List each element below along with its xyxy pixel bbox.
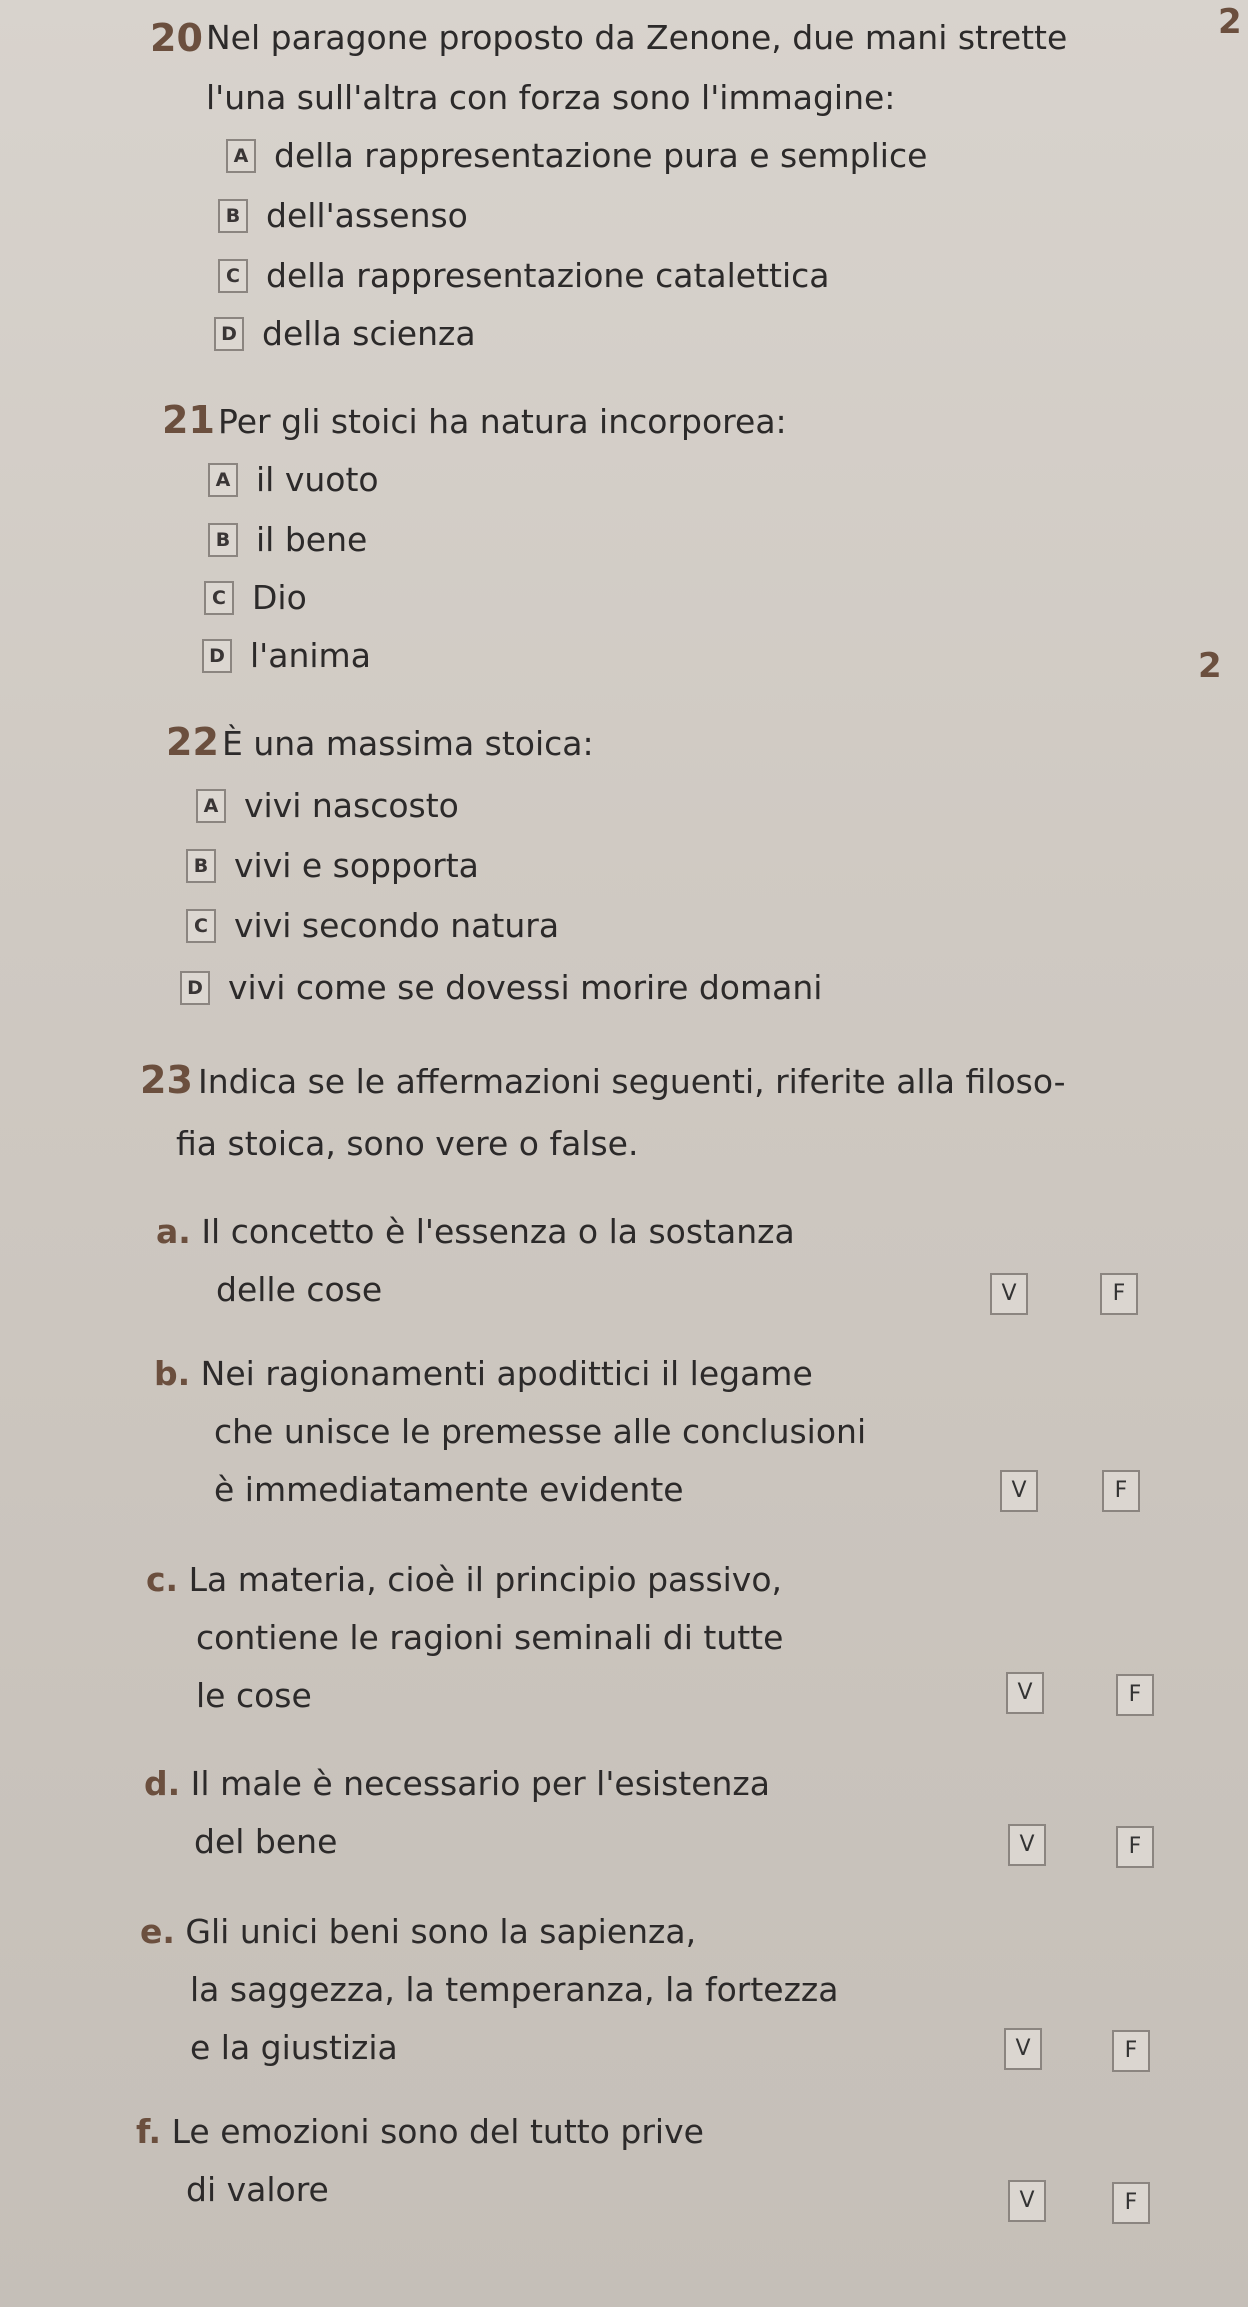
option-letter: C [204,581,234,615]
true-checkbox[interactable]: V [1008,2180,1046,2222]
question-text: È una massima stoica: [222,724,594,763]
item-line [156,1212,795,1270]
item-line: contiene le ragioni seminali di tutte [196,1618,784,1657]
true-checkbox[interactable]: V [990,1273,1028,1315]
item-line [136,2112,704,2170]
question-number: 23 [140,1058,193,1102]
answer-option[interactable] [204,578,307,617]
option-letter: C [186,909,216,943]
item-letter: e. [140,1912,175,1951]
item-line [146,1560,783,1618]
answer-option[interactable] [186,906,559,945]
question-number: 22 [166,720,219,764]
true-checkbox[interactable]: V [1008,1824,1046,1866]
item-line: di valore [186,2170,329,2209]
question-text: Nel paragone proposto da Zenone, due mani strette [206,18,1068,57]
item-text: Gli unici beni sono la sapienza, [185,1912,697,1951]
false-checkbox[interactable]: F [1116,1826,1154,1868]
answer-option[interactable] [208,460,379,499]
option-text: della rappresentazione pura e semplice [274,136,928,175]
option-text: vivi come se dovessi morire domani [228,968,823,1007]
option-text: il bene [256,520,368,559]
true-checkbox[interactable]: V [1000,1470,1038,1512]
item-text: La materia, cioè il principio passivo, [188,1560,783,1599]
option-letter: D [214,317,244,351]
answer-option[interactable] [186,846,479,885]
item-letter: d. [144,1764,181,1803]
option-text: vivi e sopporta [234,846,479,885]
item-line: e la giustizia [190,2028,398,2067]
true-false-item [140,1912,838,2086]
true-false-item [136,2112,704,2228]
true-false-item [146,1560,783,1734]
answer-option[interactable] [208,520,367,559]
true-false-item [156,1212,795,1328]
false-checkbox[interactable]: F [1100,1273,1138,1315]
item-letter: b. [154,1354,191,1393]
item-line [154,1354,866,1412]
answer-option[interactable] [226,136,927,175]
item-line: è immediatamente evidente [214,1470,684,1509]
option-letter: A [196,789,226,823]
true-false-item [154,1354,866,1528]
false-checkbox[interactable]: F [1112,2030,1150,2072]
true-checkbox[interactable]: V [1006,1672,1044,1714]
answer-option[interactable] [180,968,822,1007]
question-text: fia stoica, sono vere o false. [176,1124,639,1163]
item-line: che unisce le premesse alle conclusioni [214,1412,867,1451]
option-letter: C [218,259,248,293]
option-text: il vuoto [256,460,379,499]
true-false-item [144,1764,770,1880]
option-letter: B [186,849,216,883]
option-letter: D [180,971,210,1005]
question-text: l'una sull'altra con forza sono l'immagine: [206,78,896,117]
item-letter: a. [156,1212,191,1251]
answer-option[interactable] [218,196,468,235]
item-line [144,1764,770,1822]
option-text: l'anima [250,636,371,675]
answer-option[interactable] [218,256,830,295]
margin-score-top: 2 [1218,2,1242,42]
option-text: della scienza [262,314,476,353]
margin-score-mid: 2 [1198,646,1222,686]
option-text: della rappresentazione catalettica [266,256,830,295]
option-letter: D [202,639,232,673]
false-checkbox[interactable]: F [1102,1470,1140,1512]
item-text: Il male è necessario per l'esistenza [190,1764,770,1803]
option-letter: B [218,199,248,233]
option-letter: A [208,463,238,497]
answer-option[interactable] [202,636,371,675]
true-checkbox[interactable]: V [1004,2028,1042,2070]
false-checkbox[interactable]: F [1112,2182,1150,2224]
question-number: 21 [162,398,215,442]
option-text: vivi secondo natura [234,906,560,945]
option-text: dell'assenso [266,196,468,235]
item-line: del bene [194,1822,338,1861]
question-text: Indica se le affermazioni seguenti, riferite alla filoso- [198,1062,1066,1101]
item-text: Nei ragionamenti apodittici il legame [200,1354,813,1393]
item-line: la saggezza, la temperanza, la fortezza [190,1970,839,2009]
item-text: Il concetto è l'essenza o la sostanza [201,1212,795,1251]
question-text: Per gli stoici ha natura incorporea: [218,402,787,441]
option-text: vivi nascosto [244,786,459,825]
answer-option[interactable] [196,786,459,825]
item-line: delle cose [216,1270,383,1309]
item-text: Le emozioni sono del tutto prive [171,2112,704,2151]
item-letter: f. [136,2112,162,2151]
answer-option[interactable] [214,314,476,353]
item-line: le cose [196,1676,312,1715]
option-letter: A [226,139,256,173]
option-letter: B [208,523,238,557]
question-number: 20 [150,16,203,60]
item-letter: c. [146,1560,179,1599]
item-line [140,1912,838,1970]
option-text: Dio [252,578,307,617]
false-checkbox[interactable]: F [1116,1674,1154,1716]
